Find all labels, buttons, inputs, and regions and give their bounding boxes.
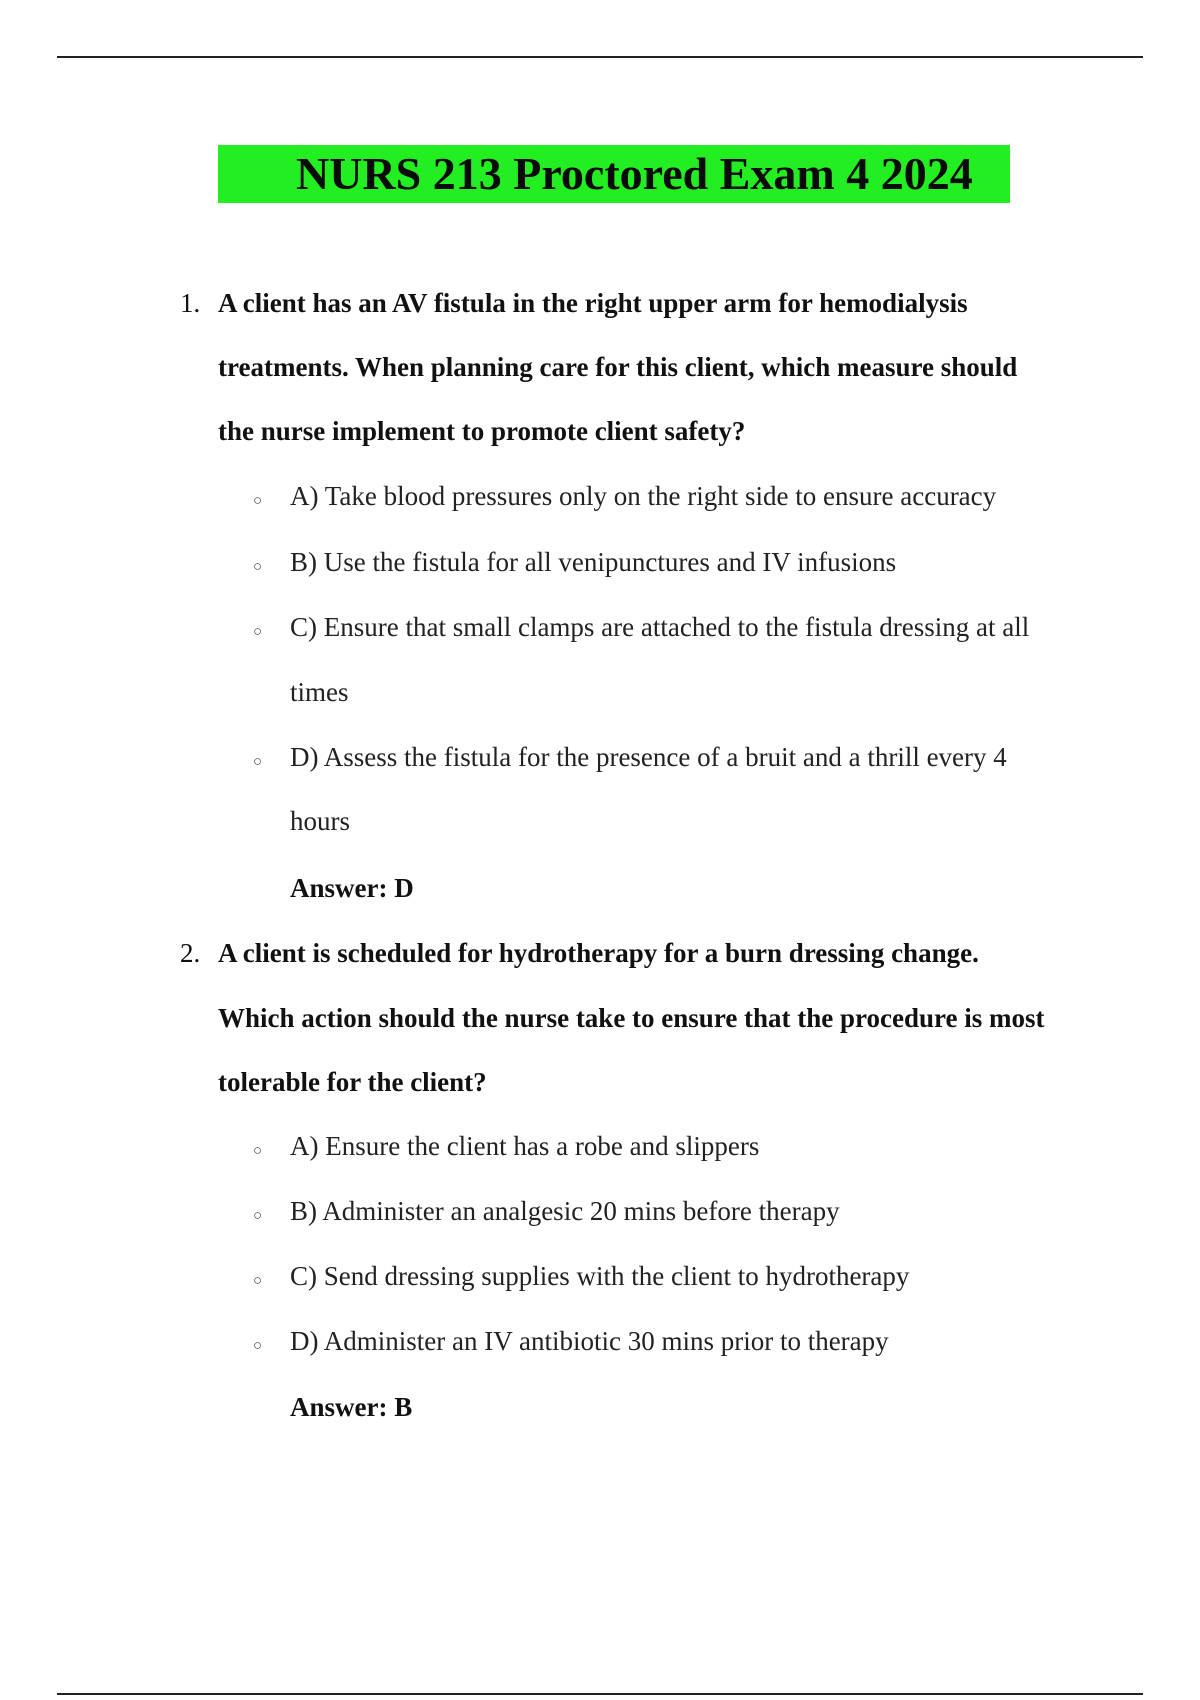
answer-label: Answer: D [290, 873, 414, 903]
option-text-line: D) Administer an IV antibiotic 30 mins prior to therapy [290, 1326, 889, 1356]
circle-bullet-icon: ○ [253, 1338, 263, 1354]
page-title: NURS 213 Proctored Exam 4 2024 [296, 148, 973, 199]
bottom-rule [57, 1693, 1143, 1695]
option-text-line: B) Use the fistula for all venipunctures and IV infusions [290, 547, 897, 577]
circle-bullet-icon: ○ [253, 754, 263, 770]
question-number: 2. [180, 938, 201, 968]
option-text-line: A) Ensure the client has a robe and slippers [290, 1131, 760, 1161]
option-text-line: D) Assess the fistula for the presence of a bruit and a thrill every 4 [290, 742, 1007, 772]
option-text-line: C) Send dressing supplies with the client to hydrotherapy [290, 1261, 910, 1291]
circle-bullet-icon: ○ [253, 559, 263, 575]
option-text-line: hours [290, 806, 350, 836]
circle-bullet-icon: ○ [253, 624, 263, 640]
option-text-line: C) Ensure that small clamps are attached to the fistula dressing at all [290, 612, 1030, 642]
question-text-line: tolerable for the client? [218, 1067, 487, 1097]
question-number: 1. [180, 288, 201, 318]
top-rule [57, 56, 1143, 58]
question-text-line: the nurse implement to promote client safety? [218, 416, 746, 446]
question-text-line: A client has an AV fistula in the right upper arm for hemodialysis [218, 288, 968, 318]
circle-bullet-icon: ○ [253, 493, 263, 509]
answer-label: Answer: B [290, 1392, 413, 1422]
option-text-line: times [290, 677, 349, 707]
question-text-line: treatments. When planning care for this client, which measure should [218, 352, 1018, 382]
circle-bullet-icon: ○ [253, 1208, 263, 1224]
circle-bullet-icon: ○ [253, 1273, 263, 1289]
question-text-line: Which action should the nurse take to ensure that the procedure is most [218, 1003, 1045, 1033]
circle-bullet-icon: ○ [253, 1143, 263, 1159]
option-text-line: B) Administer an analgesic 20 mins before therapy [290, 1196, 840, 1226]
option-text-line: A) Take blood pressures only on the right side to ensure accuracy [290, 481, 997, 511]
question-text-line: A client is scheduled for hydrotherapy for a burn dressing change. [218, 938, 979, 968]
